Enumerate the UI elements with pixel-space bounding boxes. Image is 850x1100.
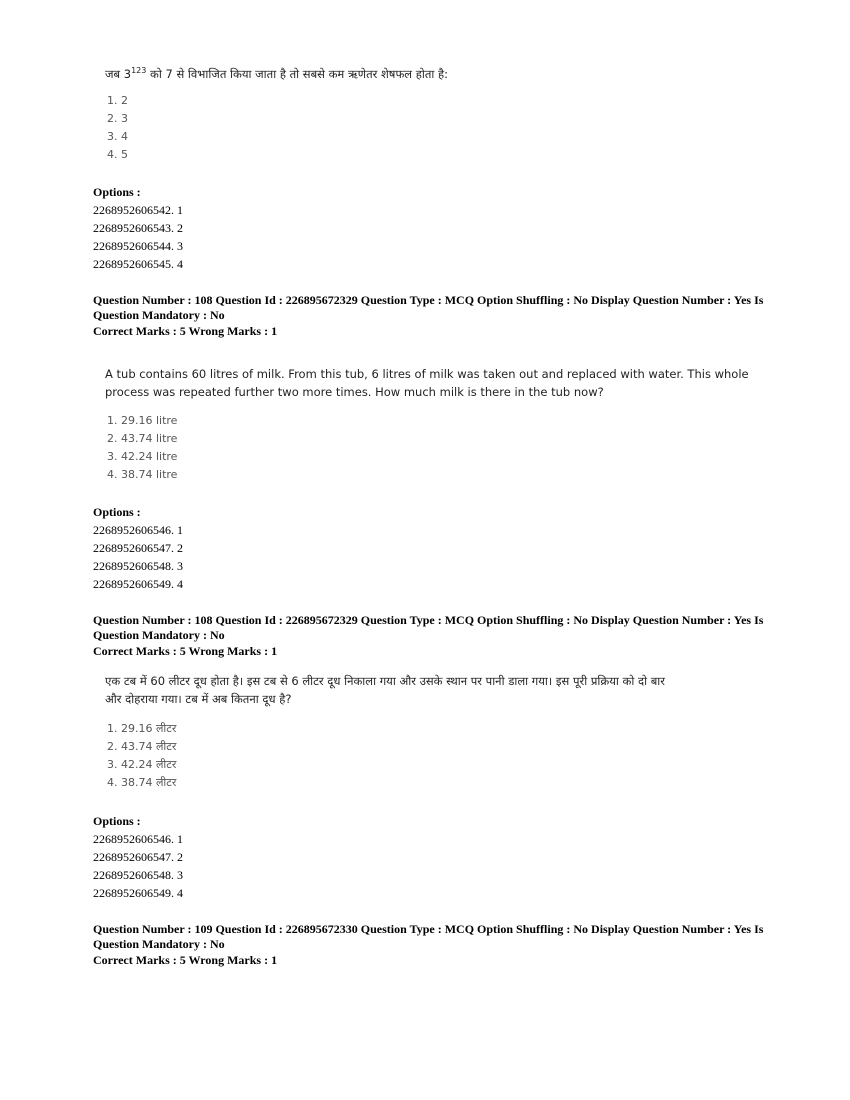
options-label: Options : <box>93 814 141 828</box>
option-id-row: 2268952606542. 1 <box>93 203 183 217</box>
choice-item: 1. 2 <box>107 94 128 107</box>
option-id-row: 2268952606547. 2 <box>93 850 183 864</box>
question-marks: Correct Marks : 5 Wrong Marks : 1 <box>93 324 278 338</box>
question-text-108-en <box>105 365 805 401</box>
choice-list-108-en <box>107 412 177 484</box>
question-text-prefix: जब 3 <box>105 66 132 81</box>
question-header-109 <box>93 922 773 968</box>
choice-item: 1. 29.16 लीटर <box>107 722 177 735</box>
choice-list-107 <box>107 92 128 164</box>
options-block-107 <box>93 183 183 273</box>
option-id-row: 2268952606547. 2 <box>93 541 183 555</box>
options-block-108-hi <box>93 812 183 902</box>
option-id-row: 2268952606545. 4 <box>93 257 183 271</box>
choice-item: 3. 42.24 लीटर <box>107 758 177 771</box>
options-label: Options : <box>93 505 141 519</box>
options-block-108-en <box>93 503 183 593</box>
question-marks: Correct Marks : 5 Wrong Marks : 1 <box>93 953 278 967</box>
option-id-row: 2268952606549. 4 <box>93 886 183 900</box>
question-text-107 <box>105 62 805 83</box>
choice-item: 1. 29.16 litre <box>107 414 178 427</box>
option-id-row: 2268952606543. 2 <box>93 221 183 235</box>
question-text-line: process was repeated further two more times. How much milk is there in the tub now? <box>105 385 604 399</box>
question-text-line: और दोहराया गया। टब में अब कितना दूध है? <box>105 692 292 706</box>
question-text-suffix: को 7 से विभाजित किया जाता है तो सबसे कम ऋणेतर शेषफल होता है: <box>146 66 449 81</box>
question-meta: Question Number : 108 Question Id : 226895672329 Question Type : MCQ Option Shuffling : No Display Question Number : Yes Is Question Mandatory : No <box>93 293 764 322</box>
choice-item: 2. 43.74 लीटर <box>107 740 177 753</box>
option-id-row: 2268952606544. 3 <box>93 239 183 253</box>
options-label: Options : <box>93 185 141 199</box>
question-header-108-hi <box>93 613 773 659</box>
question-meta: Question Number : 109 Question Id : 226895672330 Question Type : MCQ Option Shuffling : No Display Question Number : Yes Is Question Mandatory : No <box>93 922 764 951</box>
question-header-108-en <box>93 293 773 339</box>
question-marks: Correct Marks : 5 Wrong Marks : 1 <box>93 644 278 658</box>
choice-item: 2. 43.74 litre <box>107 432 178 445</box>
option-id-row: 2268952606548. 3 <box>93 559 183 573</box>
option-id-row: 2268952606546. 1 <box>93 523 183 537</box>
exponent: 123 <box>131 66 147 75</box>
option-id-row: 2268952606549. 4 <box>93 577 183 591</box>
question-text-line: A tub contains 60 litres of milk. From this tub, 6 litres of milk was taken out and replaced with water. This whole <box>105 367 749 381</box>
choice-item: 4. 5 <box>107 148 128 161</box>
option-id-row: 2268952606548. 3 <box>93 868 183 882</box>
choice-item: 3. 42.24 litre <box>107 450 178 463</box>
choice-item: 3. 4 <box>107 130 128 143</box>
choice-item: 4. 38.74 litre <box>107 468 178 481</box>
question-text-line: एक टब में 60 लीटर दूध होता है। इस टब से 6 लीटर दूध निकाला गया और उसके स्थान पर पानी डाला गया। इस पूरी प्रक्रिया को दो बार <box>105 674 665 688</box>
option-id-row: 2268952606546. 1 <box>93 832 183 846</box>
question-meta: Question Number : 108 Question Id : 226895672329 Question Type : MCQ Option Shuffling : No Display Question Number : Yes Is Question Mandatory : No <box>93 613 764 642</box>
question-text-108-hi <box>105 672 825 708</box>
choice-item: 4. 38.74 लीटर <box>107 776 177 789</box>
choice-item: 2. 3 <box>107 112 128 125</box>
choice-list-108-hi <box>107 720 176 792</box>
